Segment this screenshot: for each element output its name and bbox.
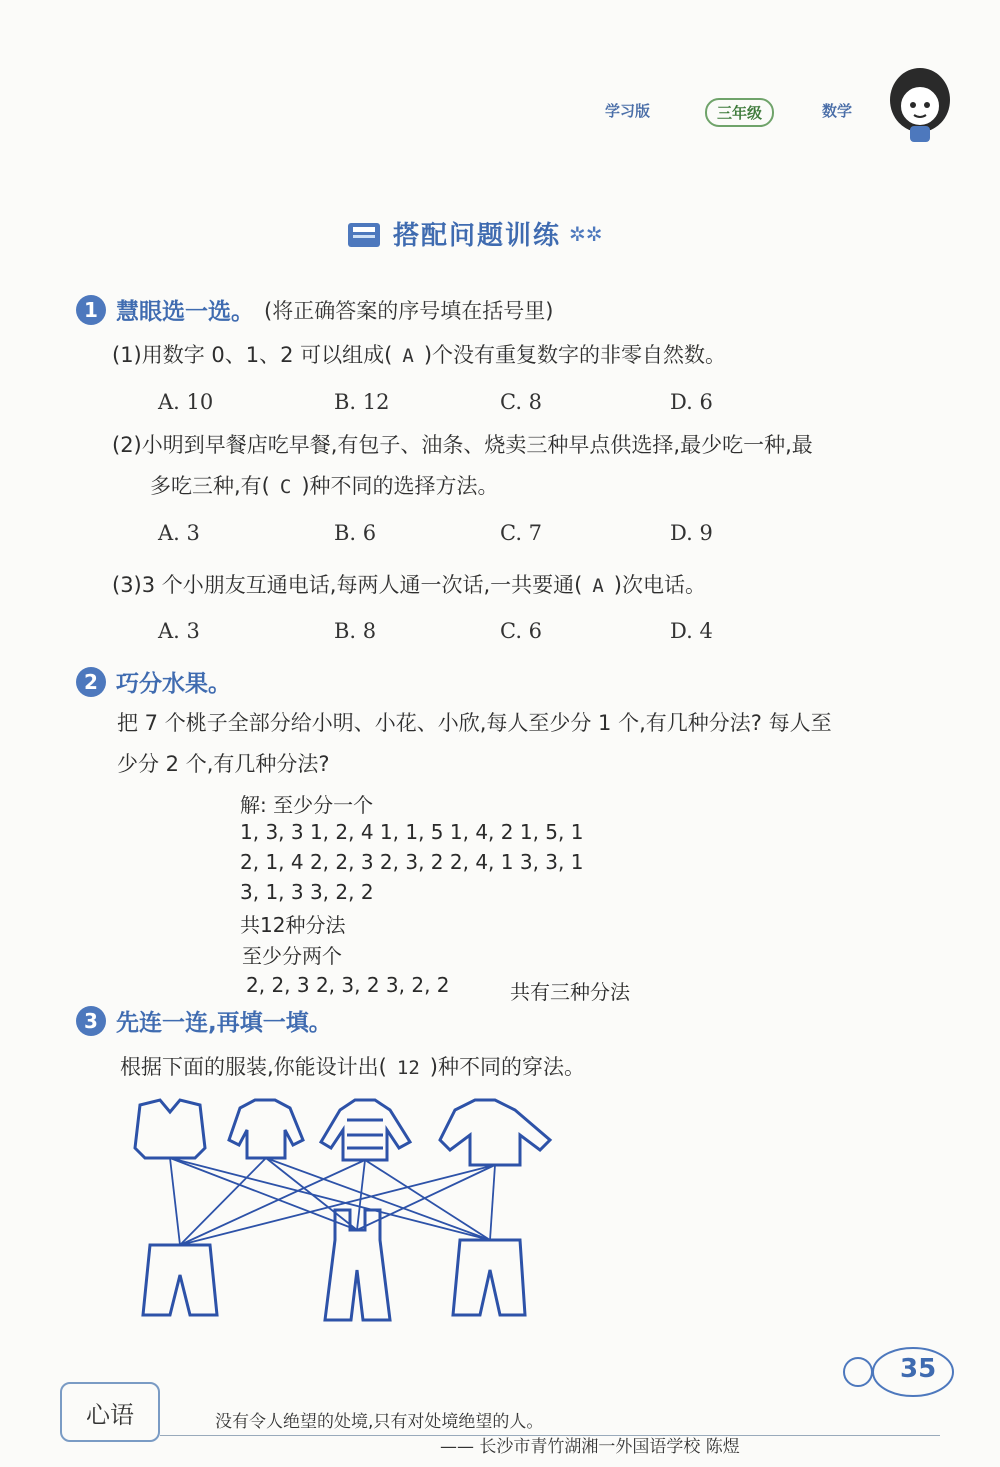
solution-line: 共12种分法	[240, 913, 346, 937]
question-text: 多吃三种,有(	[150, 474, 270, 498]
clothing-matching-diagram	[125, 1090, 565, 1330]
top-garments	[135, 1100, 550, 1165]
question-text: (1)用数字 0、1、2 可以组成(	[112, 343, 393, 367]
question-2-line-2	[150, 466, 499, 507]
cartoon-girl-icon	[880, 60, 960, 150]
page-title-row	[345, 215, 603, 252]
answer-blank: A	[592, 575, 604, 597]
solution-line: 至少分两个	[242, 944, 342, 968]
question-2-line-1: (2)小明到早餐店吃早餐,有包子、油条、烧卖三种早点供选择,最少吃一种,最	[112, 433, 813, 457]
solution-line: 2, 2, 3 2, 3, 2 3, 2, 2	[246, 973, 450, 997]
solution-line: 2, 1, 4 2, 2, 3 2, 3, 2 2, 4, 1 3, 3, 1	[240, 850, 584, 874]
page-title: 搭配问题训练	[393, 221, 562, 251]
section-1-heading	[76, 293, 553, 326]
section-number: 1	[76, 295, 106, 325]
section-title: 慧眼选一选。	[116, 299, 254, 325]
cartoon-decoration-icon	[838, 1340, 958, 1400]
question-text: )种不同的选择方法。	[301, 474, 499, 498]
option: B. 6	[334, 521, 377, 545]
option: C. 6	[500, 619, 543, 643]
option: B. 12	[334, 390, 390, 414]
section-number: 3	[76, 1006, 106, 1036]
option: C. 8	[500, 390, 543, 414]
question-text-row	[120, 1047, 585, 1088]
section-3-heading	[76, 1004, 332, 1037]
question-text: (3)3 个小朋友互通电话,每两人通一次话,一共要通(	[112, 573, 583, 597]
option: D. 9	[670, 521, 713, 545]
matching-lines	[170, 1158, 495, 1245]
section-title: 巧分水果。	[116, 671, 231, 697]
option: B. 8	[334, 619, 377, 643]
problem-line-2: 少分 2 个,有几种分法?	[117, 752, 330, 776]
answer-blank: C	[279, 476, 292, 498]
edition-label: 学习版	[605, 102, 651, 120]
question-text: 根据下面的服装,你能设计出(	[120, 1055, 387, 1079]
section-note: (将正确答案的序号填在括号里)	[264, 298, 554, 323]
footer-label: 心语	[60, 1382, 160, 1442]
problem-line-1: 把 7 个桃子全部分给小明、小花、小欣,每人至少分 1 个,有几种分法? 每人至	[117, 711, 832, 735]
section-number: 2	[76, 667, 106, 697]
footer-attribution: —— 长沙市青竹湖湘一外国语学校 陈煜	[440, 1437, 740, 1457]
book-icon	[345, 217, 385, 251]
option: D. 6	[670, 390, 713, 414]
trousers-icon	[453, 1240, 525, 1315]
question-text: )种不同的穿法。	[429, 1055, 585, 1079]
section-title: 先连一连,再填一填。	[116, 1010, 332, 1036]
option: A. 3	[158, 619, 200, 643]
section-2-heading	[76, 665, 231, 698]
sweater-icon	[229, 1100, 303, 1158]
option: A. 3	[158, 521, 200, 545]
answer-blank: A	[402, 345, 414, 367]
jacket-icon	[440, 1100, 550, 1165]
option: D. 4	[670, 619, 713, 643]
shorts-icon	[143, 1245, 217, 1315]
page-number-badge	[838, 1340, 958, 1400]
solution-line: 1, 3, 3 1, 2, 4 1, 1, 5 1, 4, 2 1, 5, 1	[240, 820, 584, 844]
striped-sweater-icon	[321, 1100, 410, 1160]
grade-badge: 三年级	[705, 98, 774, 127]
solution-line: 3, 1, 3 3, 2, 2	[240, 880, 374, 904]
answer-blank: 12	[396, 1057, 420, 1079]
question-3	[112, 565, 706, 606]
vest-icon	[135, 1100, 205, 1158]
footer-quote: 没有令人绝望的处境,只有对处境绝望的人。	[215, 1412, 544, 1432]
option: C. 7	[500, 521, 543, 545]
question-text: )个没有重复数字的非零自然数。	[423, 343, 727, 367]
solution-note: 共有三种分法	[510, 980, 630, 1004]
question-1	[112, 335, 726, 376]
page-number: 35	[900, 1354, 937, 1384]
solution-line: 解: 至少分一个	[240, 793, 374, 817]
question-text: )次电话。	[613, 573, 706, 597]
subject-label: 数学	[822, 102, 853, 120]
sparkle-icon: ✲✲	[569, 221, 603, 246]
option: A. 10	[158, 390, 214, 414]
